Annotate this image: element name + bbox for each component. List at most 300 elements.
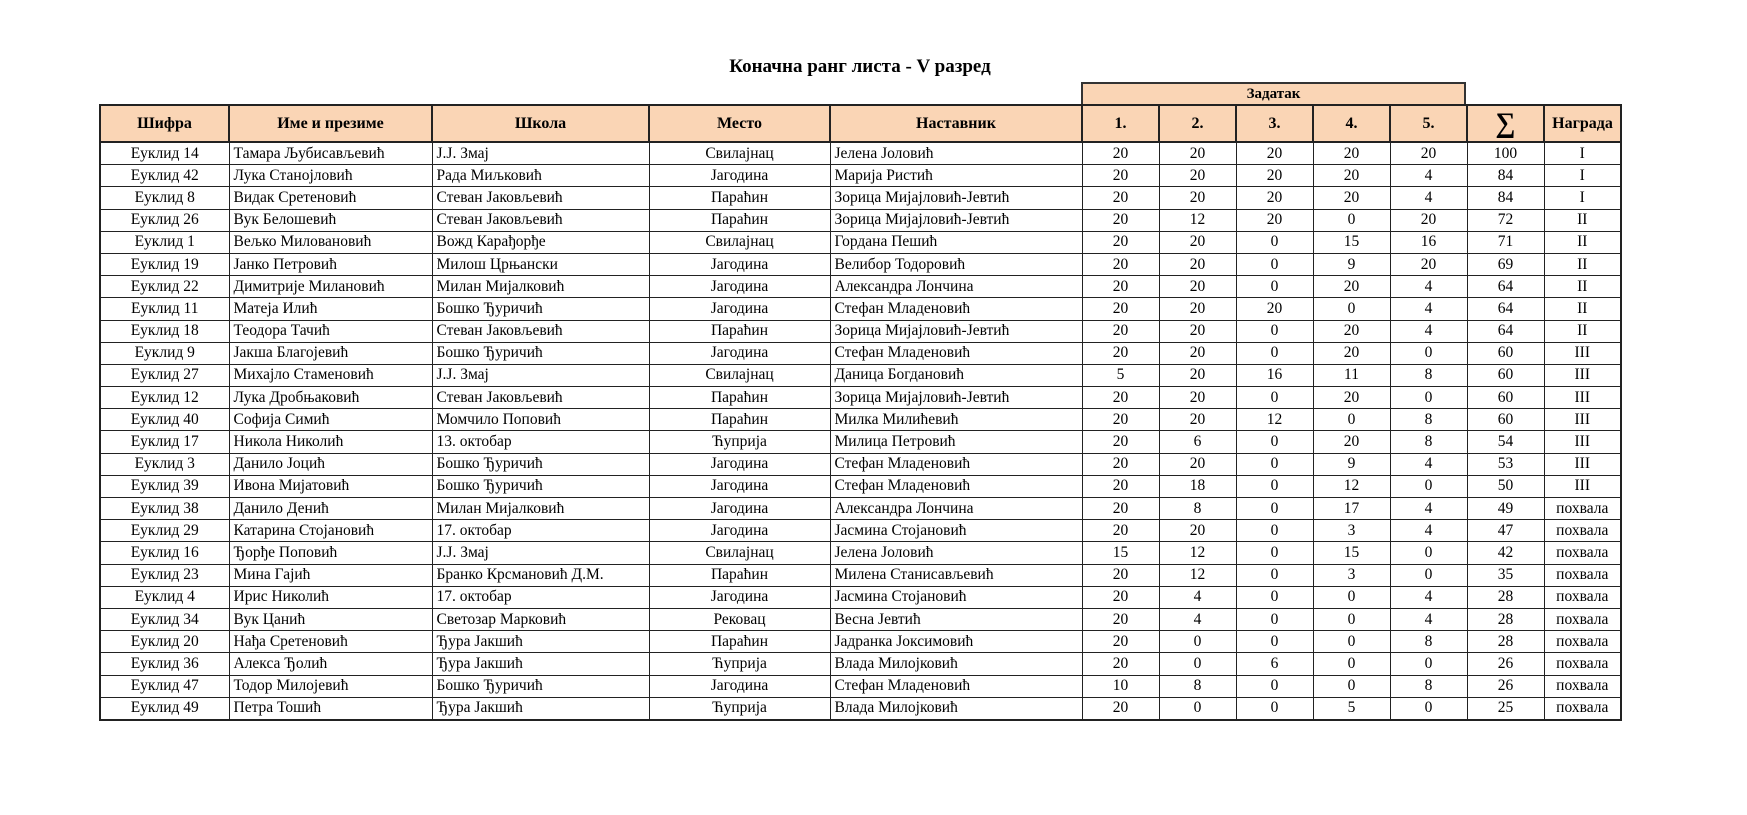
cell-task-3: 0: [1236, 431, 1313, 453]
cell-task-1: 15: [1082, 542, 1159, 564]
cell-award: похвала: [1544, 586, 1621, 608]
cell-task-4: 3: [1313, 520, 1390, 542]
cell-task-4: 11: [1313, 364, 1390, 386]
cell-school: Стеван Јаковљевић: [432, 320, 649, 342]
header-sum-sigma-icon: ∑: [1467, 105, 1544, 142]
cell-school: Стеван Јаковљевић: [432, 209, 649, 231]
cell-code: Еуклид 11: [100, 298, 229, 320]
cell-sum: 53: [1467, 453, 1544, 475]
cell-task-1: 20: [1082, 586, 1159, 608]
cell-task-4: 17: [1313, 498, 1390, 520]
cell-school: 17. октобар: [432, 520, 649, 542]
table-row: [100, 453, 1621, 475]
cell-award: похвала: [1544, 697, 1621, 720]
cell-code: Еуклид 49: [100, 697, 229, 720]
cell-task-2: 20: [1159, 298, 1236, 320]
cell-task-4: 20: [1313, 276, 1390, 298]
cell-teacher: Милица Петровић: [830, 431, 1082, 453]
cell-award: похвала: [1544, 653, 1621, 675]
cell-award: похвала: [1544, 608, 1621, 630]
table-row: [100, 387, 1621, 409]
cell-task-4: 0: [1313, 608, 1390, 630]
cell-school: Ј.Ј. Змај: [432, 142, 649, 165]
cell-task-3: 20: [1236, 187, 1313, 209]
cell-task-2: 6: [1159, 431, 1236, 453]
cell-teacher: Зорица Мијајловић-Јевтић: [830, 187, 1082, 209]
cell-task-1: 20: [1082, 142, 1159, 165]
cell-name: Катарина Стојановић: [229, 520, 432, 542]
cell-name: Вук Цанић: [229, 608, 432, 630]
cell-task-1: 20: [1082, 475, 1159, 497]
cell-task-5: 8: [1390, 631, 1467, 653]
header-task-1: 1.: [1082, 105, 1159, 142]
table-row: [100, 320, 1621, 342]
cell-task-5: 0: [1390, 697, 1467, 720]
cell-task-3: 0: [1236, 387, 1313, 409]
cell-school: Бошко Ђуричић: [432, 298, 649, 320]
cell-code: Еуклид 14: [100, 142, 229, 165]
cell-award: III: [1544, 409, 1621, 431]
cell-place: Јагодина: [649, 520, 830, 542]
cell-task-5: 8: [1390, 431, 1467, 453]
cell-task-2: 0: [1159, 631, 1236, 653]
cell-place: Јагодина: [649, 253, 830, 275]
cell-task-5: 4: [1390, 276, 1467, 298]
cell-task-3: 0: [1236, 520, 1313, 542]
cell-name: Тодор Милојевић: [229, 675, 432, 697]
cell-task-5: 16: [1390, 231, 1467, 253]
cell-place: Јагодина: [649, 453, 830, 475]
cell-task-1: 20: [1082, 498, 1159, 520]
cell-place: Јагодина: [649, 675, 830, 697]
cell-name: Јанко Петровић: [229, 253, 432, 275]
cell-name: Ђорђе Поповић: [229, 542, 432, 564]
cell-place: Свилајнац: [649, 542, 830, 564]
cell-sum: 50: [1467, 475, 1544, 497]
cell-task-3: 0: [1236, 564, 1313, 586]
cell-code: Еуклид 3: [100, 453, 229, 475]
cell-teacher: Јасмина Стојановић: [830, 586, 1082, 608]
cell-task-2: 20: [1159, 453, 1236, 475]
table-row: [100, 675, 1621, 697]
cell-place: Параћин: [649, 187, 830, 209]
cell-code: Еуклид 18: [100, 320, 229, 342]
cell-task-5: 8: [1390, 675, 1467, 697]
cell-sum: 84: [1467, 187, 1544, 209]
cell-name: Никола Николић: [229, 431, 432, 453]
cell-name: Вељко Миловановић: [229, 231, 432, 253]
cell-sum: 64: [1467, 298, 1544, 320]
cell-name: Лука Станојловић: [229, 165, 432, 187]
cell-school: Стеван Јаковљевић: [432, 187, 649, 209]
cell-task-3: 0: [1236, 253, 1313, 275]
cell-task-1: 20: [1082, 631, 1159, 653]
cell-school: Вожд Карађорђе: [432, 231, 649, 253]
cell-task-2: 12: [1159, 564, 1236, 586]
table-row: [100, 608, 1621, 630]
cell-task-3: 20: [1236, 142, 1313, 165]
cell-code: Еуклид 12: [100, 387, 229, 409]
cell-task-5: 0: [1390, 475, 1467, 497]
cell-award: похвала: [1544, 564, 1621, 586]
cell-task-1: 20: [1082, 431, 1159, 453]
cell-task-2: 4: [1159, 608, 1236, 630]
cell-task-1: 20: [1082, 342, 1159, 364]
cell-task-1: 20: [1082, 564, 1159, 586]
cell-task-2: 20: [1159, 320, 1236, 342]
cell-task-1: 20: [1082, 320, 1159, 342]
cell-task-4: 20: [1313, 320, 1390, 342]
cell-task-4: 5: [1313, 697, 1390, 720]
cell-teacher: Стефан Младеновић: [830, 342, 1082, 364]
header-task-2: 2.: [1159, 105, 1236, 142]
table-row: [100, 475, 1621, 497]
cell-name: Алекса Ђолић: [229, 653, 432, 675]
cell-sum: 49: [1467, 498, 1544, 520]
cell-name: Софија Симић: [229, 409, 432, 431]
cell-task-2: 20: [1159, 409, 1236, 431]
cell-task-2: 20: [1159, 165, 1236, 187]
cell-task-5: 0: [1390, 387, 1467, 409]
cell-task-1: 20: [1082, 298, 1159, 320]
cell-name: Мина Гајић: [229, 564, 432, 586]
cell-sum: 69: [1467, 253, 1544, 275]
cell-task-2: 12: [1159, 542, 1236, 564]
cell-school: 13. октобар: [432, 431, 649, 453]
cell-task-3: 20: [1236, 165, 1313, 187]
cell-place: Параћин: [649, 631, 830, 653]
cell-teacher: Влада Милојковић: [830, 653, 1082, 675]
header-row: [100, 105, 1621, 142]
cell-school: Милан Мијалковић: [432, 276, 649, 298]
cell-award: II: [1544, 253, 1621, 275]
cell-task-5: 4: [1390, 498, 1467, 520]
cell-task-1: 20: [1082, 165, 1159, 187]
cell-award: II: [1544, 276, 1621, 298]
table-row: [100, 187, 1621, 209]
cell-task-5: 20: [1390, 142, 1467, 165]
cell-teacher: Весна Јевтић: [830, 608, 1082, 630]
cell-award: II: [1544, 320, 1621, 342]
cell-task-2: 20: [1159, 387, 1236, 409]
header-name: Име и презиме: [229, 105, 432, 142]
cell-code: Еуклид 26: [100, 209, 229, 231]
cell-task-4: 0: [1313, 298, 1390, 320]
cell-award: похвала: [1544, 498, 1621, 520]
cell-sum: 28: [1467, 586, 1544, 608]
cell-award: I: [1544, 165, 1621, 187]
cell-school: Ј.Ј. Змај: [432, 364, 649, 386]
header-code: Шифра: [100, 105, 229, 142]
cell-teacher: Зорица Мијајловић-Јевтић: [830, 387, 1082, 409]
cell-sum: 28: [1467, 608, 1544, 630]
cell-task-5: 0: [1390, 564, 1467, 586]
cell-task-5: 4: [1390, 586, 1467, 608]
cell-task-1: 10: [1082, 675, 1159, 697]
cell-award: II: [1544, 209, 1621, 231]
cell-task-4: 20: [1313, 342, 1390, 364]
cell-task-5: 0: [1390, 342, 1467, 364]
cell-task-2: 8: [1159, 498, 1236, 520]
cell-place: Јагодина: [649, 276, 830, 298]
cell-task-4: 0: [1313, 675, 1390, 697]
cell-task-3: 0: [1236, 320, 1313, 342]
ranking-table: [99, 104, 1622, 721]
cell-task-4: 0: [1313, 209, 1390, 231]
table-row: [100, 298, 1621, 320]
cell-school: Светозар Марковић: [432, 608, 649, 630]
cell-task-5: 4: [1390, 608, 1467, 630]
cell-teacher: Гордана Пешић: [830, 231, 1082, 253]
cell-code: Еуклид 29: [100, 520, 229, 542]
cell-task-4: 20: [1313, 387, 1390, 409]
cell-task-5: 4: [1390, 320, 1467, 342]
cell-school: Стеван Јаковљевић: [432, 387, 649, 409]
cell-school: Ђура Јакшић: [432, 697, 649, 720]
cell-place: Јагодина: [649, 165, 830, 187]
cell-school: Рада Миљковић: [432, 165, 649, 187]
header-teacher: Наставник: [830, 105, 1082, 142]
header-task-3: 3.: [1236, 105, 1313, 142]
cell-award: II: [1544, 231, 1621, 253]
cell-code: Еуклид 8: [100, 187, 229, 209]
cell-task-4: 15: [1313, 542, 1390, 564]
cell-task-1: 20: [1082, 231, 1159, 253]
table-row: [100, 342, 1621, 364]
cell-teacher: Милка Милићевић: [830, 409, 1082, 431]
cell-task-5: 8: [1390, 364, 1467, 386]
cell-task-3: 0: [1236, 231, 1313, 253]
cell-task-4: 20: [1313, 431, 1390, 453]
cell-task-3: 6: [1236, 653, 1313, 675]
cell-task-2: 20: [1159, 142, 1236, 165]
cell-sum: 26: [1467, 653, 1544, 675]
cell-task-4: 12: [1313, 475, 1390, 497]
cell-name: Видак Сретеновић: [229, 187, 432, 209]
header-place: Место: [649, 105, 830, 142]
cell-name: Михајло Стаменовић: [229, 364, 432, 386]
cell-name: Вук Белошевић: [229, 209, 432, 231]
cell-task-2: 20: [1159, 342, 1236, 364]
cell-task-3: 0: [1236, 276, 1313, 298]
cell-code: Еуклид 1: [100, 231, 229, 253]
cell-sum: 64: [1467, 320, 1544, 342]
table-row: [100, 586, 1621, 608]
cell-sum: 25: [1467, 697, 1544, 720]
cell-task-5: 0: [1390, 542, 1467, 564]
cell-code: Еуклид 38: [100, 498, 229, 520]
cell-task-1: 20: [1082, 520, 1159, 542]
cell-task-2: 20: [1159, 276, 1236, 298]
table-row: [100, 253, 1621, 275]
cell-place: Параћин: [649, 209, 830, 231]
cell-school: Бошко Ђуричић: [432, 453, 649, 475]
cell-task-1: 20: [1082, 187, 1159, 209]
cell-name: Данило Јоцић: [229, 453, 432, 475]
cell-task-3: 0: [1236, 453, 1313, 475]
cell-sum: 100: [1467, 142, 1544, 165]
cell-task-2: 20: [1159, 187, 1236, 209]
table-body: [100, 142, 1621, 720]
cell-teacher: Милена Станисављевић: [830, 564, 1082, 586]
cell-task-2: 20: [1159, 520, 1236, 542]
cell-task-4: 0: [1313, 586, 1390, 608]
cell-award: I: [1544, 142, 1621, 165]
cell-sum: 60: [1467, 387, 1544, 409]
cell-school: Ђура Јакшић: [432, 653, 649, 675]
table-row: [100, 498, 1621, 520]
cell-task-1: 20: [1082, 453, 1159, 475]
table-row: [100, 431, 1621, 453]
cell-teacher: Стефан Младеновић: [830, 453, 1082, 475]
cell-school: Бошко Ђуричић: [432, 675, 649, 697]
cell-code: Еуклид 9: [100, 342, 229, 364]
cell-task-4: 20: [1313, 142, 1390, 165]
table-row: [100, 653, 1621, 675]
cell-code: Еуклид 47: [100, 675, 229, 697]
cell-sum: 42: [1467, 542, 1544, 564]
cell-teacher: Даница Богдановић: [830, 364, 1082, 386]
cell-school: Милош Црњански: [432, 253, 649, 275]
cell-teacher: Зорица Мијајловић-Јевтић: [830, 209, 1082, 231]
cell-task-5: 20: [1390, 253, 1467, 275]
cell-task-5: 8: [1390, 409, 1467, 431]
cell-task-3: 0: [1236, 675, 1313, 697]
cell-code: Еуклид 4: [100, 586, 229, 608]
cell-place: Параћин: [649, 320, 830, 342]
cell-code: Еуклид 23: [100, 564, 229, 586]
table-row: [100, 542, 1621, 564]
cell-task-1: 20: [1082, 608, 1159, 630]
cell-teacher: Александра Лончина: [830, 498, 1082, 520]
task-group-header: Задатак: [1081, 82, 1466, 104]
cell-code: Еуклид 17: [100, 431, 229, 453]
cell-task-3: 0: [1236, 498, 1313, 520]
cell-teacher: Јелена Јоловић: [830, 542, 1082, 564]
cell-teacher: Јадранка Јоксимовић: [830, 631, 1082, 653]
table-row: [100, 631, 1621, 653]
cell-award: похвала: [1544, 520, 1621, 542]
cell-task-3: 20: [1236, 298, 1313, 320]
cell-name: Данило Денић: [229, 498, 432, 520]
cell-award: III: [1544, 475, 1621, 497]
cell-task-4: 9: [1313, 453, 1390, 475]
cell-code: Еуклид 19: [100, 253, 229, 275]
cell-name: Димитрије Милановић: [229, 276, 432, 298]
cell-task-1: 20: [1082, 387, 1159, 409]
cell-sum: 60: [1467, 342, 1544, 364]
cell-task-1: 20: [1082, 697, 1159, 720]
cell-task-3: 0: [1236, 586, 1313, 608]
cell-code: Еуклид 39: [100, 475, 229, 497]
cell-task-2: 0: [1159, 653, 1236, 675]
cell-award: III: [1544, 453, 1621, 475]
table-row: [100, 409, 1621, 431]
table-row: [100, 697, 1621, 720]
cell-award: III: [1544, 342, 1621, 364]
cell-task-5: 4: [1390, 187, 1467, 209]
cell-task-1: 20: [1082, 653, 1159, 675]
cell-name: Теодора Тачић: [229, 320, 432, 342]
cell-teacher: Александра Лончина: [830, 276, 1082, 298]
cell-name: Тамара Љубисављевић: [229, 142, 432, 165]
cell-sum: 60: [1467, 409, 1544, 431]
cell-school: Бранко Крсмановић Д.М.: [432, 564, 649, 586]
cell-school: Бошко Ђуричић: [432, 475, 649, 497]
cell-school: Ђура Јакшић: [432, 631, 649, 653]
header-school: Школа: [432, 105, 649, 142]
cell-teacher: Марија Ристић: [830, 165, 1082, 187]
cell-task-4: 20: [1313, 165, 1390, 187]
cell-award: похвала: [1544, 631, 1621, 653]
cell-teacher: Велибор Тодоровић: [830, 253, 1082, 275]
cell-task-5: 4: [1390, 165, 1467, 187]
cell-place: Ћуприја: [649, 431, 830, 453]
cell-code: Еуклид 36: [100, 653, 229, 675]
cell-task-2: 20: [1159, 253, 1236, 275]
cell-task-5: 4: [1390, 520, 1467, 542]
cell-teacher: Јелена Јоловић: [830, 142, 1082, 165]
cell-place: Параћин: [649, 409, 830, 431]
cell-sum: 60: [1467, 364, 1544, 386]
table-row: [100, 276, 1621, 298]
cell-teacher: Зорица Мијајловић-Јевтић: [830, 320, 1082, 342]
header-task-4: 4.: [1313, 105, 1390, 142]
cell-task-3: 16: [1236, 364, 1313, 386]
cell-task-2: 20: [1159, 231, 1236, 253]
cell-place: Јагодина: [649, 298, 830, 320]
cell-task-2: 4: [1159, 586, 1236, 608]
cell-place: Ћуприја: [649, 653, 830, 675]
cell-place: Јагодина: [649, 586, 830, 608]
cell-place: Свилајнац: [649, 142, 830, 165]
cell-name: Матеја Илић: [229, 298, 432, 320]
cell-sum: 28: [1467, 631, 1544, 653]
cell-sum: 64: [1467, 276, 1544, 298]
header-award: Награда: [1544, 105, 1621, 142]
cell-task-1: 20: [1082, 253, 1159, 275]
cell-teacher: Стефан Младеновић: [830, 475, 1082, 497]
cell-task-1: 20: [1082, 209, 1159, 231]
cell-sum: 54: [1467, 431, 1544, 453]
cell-teacher: Стефан Младеновић: [830, 675, 1082, 697]
cell-code: Еуклид 34: [100, 608, 229, 630]
cell-code: Еуклид 22: [100, 276, 229, 298]
cell-teacher: Влада Милојковић: [830, 697, 1082, 720]
cell-award: III: [1544, 431, 1621, 453]
cell-task-4: 9: [1313, 253, 1390, 275]
cell-teacher: Стефан Младеновић: [830, 298, 1082, 320]
cell-place: Параћин: [649, 387, 830, 409]
cell-task-3: 20: [1236, 209, 1313, 231]
table-row: [100, 209, 1621, 231]
cell-task-3: 0: [1236, 631, 1313, 653]
cell-school: Ј.Ј. Змај: [432, 542, 649, 564]
cell-task-4: 3: [1313, 564, 1390, 586]
cell-sum: 71: [1467, 231, 1544, 253]
cell-award: III: [1544, 364, 1621, 386]
cell-place: Јагодина: [649, 498, 830, 520]
cell-task-4: 20: [1313, 187, 1390, 209]
header-task-5: 5.: [1390, 105, 1467, 142]
cell-award: похвала: [1544, 675, 1621, 697]
cell-school: 17. октобар: [432, 586, 649, 608]
table-row: [100, 231, 1621, 253]
cell-name: Лука Дробњаковић: [229, 387, 432, 409]
cell-task-4: 0: [1313, 409, 1390, 431]
cell-place: Ћуприја: [649, 697, 830, 720]
table-row: [100, 364, 1621, 386]
